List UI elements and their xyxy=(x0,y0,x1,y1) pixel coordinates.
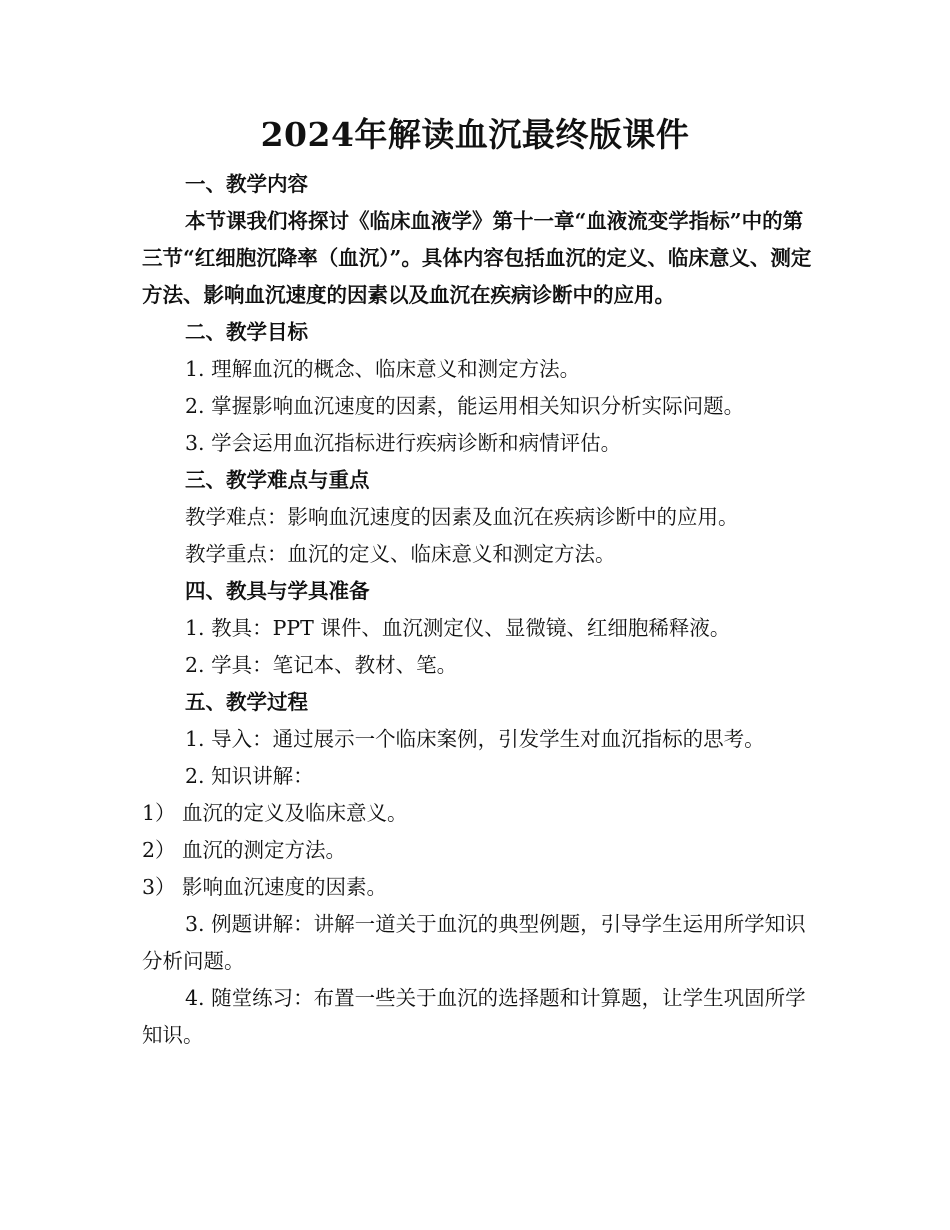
material-item: 1. 教具：PPT 课件、血沉测定仪、显微镜、红细胞稀释液。 xyxy=(185,616,731,640)
difficulty-item: 教学难点：影响血沉速度的因素及血沉在疾病诊断中的应用。 xyxy=(185,505,739,529)
objective-item: 1. 理解血沉的概念、临床意义和测定方法。 xyxy=(185,357,581,381)
section-content-body: 本节课我们将探讨《临床血液学》第十一章“血液流变学指标”中的第三节“红细胞沉降率（血沉）”。具体内容包括血沉的定义、临床意义、测定方法、影响血沉速度的因素以及血沉在疾病诊断中的应用。 xyxy=(142,209,812,307)
process-paragraph: 3. 例题讲解：讲解一道关于血沉的典型例题，引导学生运用所学知识分析问题。 xyxy=(142,912,806,973)
process-item: 1. 导入：通过展示一个临床案例，引发学生对血沉指标的思考。 xyxy=(185,727,765,751)
process-subitem: 1） 血沉的定义及临床意义。 xyxy=(142,801,408,825)
section-heading-objectives: 二、教学目标 xyxy=(185,320,308,344)
section-heading-materials: 四、教具与学具准备 xyxy=(185,579,370,603)
section-heading-difficulties: 三、教学难点与重点 xyxy=(185,468,370,492)
process-item: 2. 知识讲解： xyxy=(185,764,314,788)
document-title: 2024年解读血沉最终版课件 xyxy=(260,115,690,154)
process-subitem: 3） 影响血沉速度的因素。 xyxy=(142,875,388,899)
objective-item: 3. 学会运用血沉指标进行疾病诊断和病情评估。 xyxy=(185,431,622,455)
key-point-item: 教学重点：血沉的定义、临床意义和测定方法。 xyxy=(185,542,616,566)
material-item: 2. 学具：笔记本、教材、笔。 xyxy=(185,653,458,677)
section-heading-content: 一、教学内容 xyxy=(185,172,308,196)
process-subitem: 2） 血沉的测定方法。 xyxy=(142,838,347,862)
process-paragraph: 4. 随堂练习：布置一些关于血沉的选择题和计算题，让学生巩固所学知识。 xyxy=(142,986,806,1047)
objective-item: 2. 掌握影响血沉速度的因素，能运用相关知识分析实际问题。 xyxy=(185,394,745,418)
document-body xyxy=(142,166,812,1054)
section-heading-process: 五、教学过程 xyxy=(185,690,308,714)
